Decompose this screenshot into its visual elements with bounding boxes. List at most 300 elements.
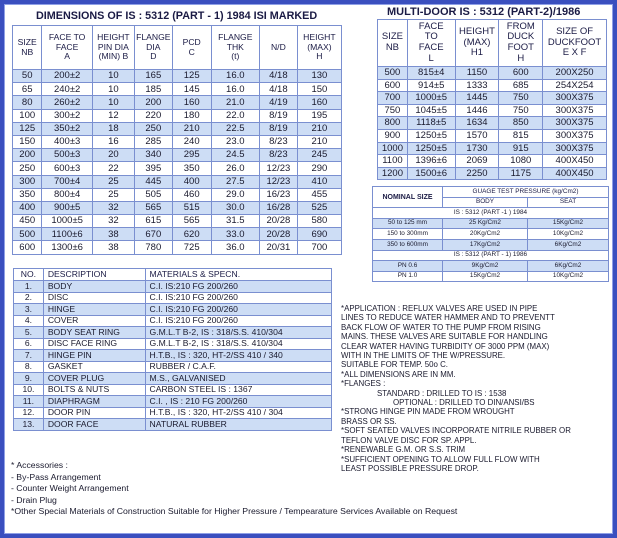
application-line: BACK FLOW OF WATER TO THE PUMP FROM RISING bbox=[341, 322, 541, 332]
table1-cell: 32 bbox=[92, 215, 134, 228]
table2-cell: 1445 bbox=[455, 92, 499, 105]
table1-cell: 580 bbox=[297, 215, 341, 228]
table3-row bbox=[14, 396, 332, 408]
pressure-cell: 6Kg/Cm2 bbox=[528, 239, 609, 250]
table2-cell: 400X450 bbox=[543, 155, 607, 168]
table1-cell: 700 bbox=[297, 241, 341, 254]
table2-header-cell bbox=[455, 20, 499, 67]
table1-row bbox=[13, 135, 342, 148]
table3-row bbox=[14, 327, 332, 339]
table2-row bbox=[378, 67, 607, 80]
table2-row bbox=[378, 104, 607, 117]
table1-cell: 395 bbox=[134, 162, 172, 175]
table2-cell: 1150 bbox=[455, 67, 499, 80]
table3-row bbox=[14, 350, 332, 362]
table1-header-line: (t) bbox=[231, 51, 240, 62]
pressure-cell: 20Kg/Cm2 bbox=[443, 229, 528, 240]
table1-cell: 12/23 bbox=[259, 162, 297, 175]
table2-header-line: L bbox=[428, 52, 434, 64]
table1-cell: 600±3 bbox=[42, 162, 92, 175]
table1-cell: 400 bbox=[13, 201, 42, 214]
table1-row bbox=[13, 122, 342, 135]
table1-cell: 505 bbox=[134, 188, 172, 201]
pressure-cell: 25 Kg/Cm2 bbox=[443, 218, 528, 229]
table1-cell: 23.0 bbox=[211, 135, 259, 148]
table1-cell: 1000±5 bbox=[42, 215, 92, 228]
table3-cell: DISC bbox=[43, 292, 145, 304]
part1-label-row bbox=[373, 208, 609, 219]
table1-cell: 400 bbox=[172, 175, 211, 188]
table1-cell: 20/28 bbox=[259, 228, 297, 241]
table2-cell: 1200 bbox=[378, 167, 408, 180]
table3-cell: BODY bbox=[43, 281, 145, 293]
table1-cell: 4/18 bbox=[259, 83, 297, 96]
table1-cell: 145 bbox=[172, 83, 211, 96]
table1-cell: 10 bbox=[92, 96, 134, 109]
table2-cell: 1000±5 bbox=[407, 92, 455, 105]
table1-header-cell bbox=[297, 26, 341, 70]
table2-header-cell bbox=[378, 20, 408, 67]
table1-cell: 250 bbox=[134, 122, 172, 135]
table1-cell: 565 bbox=[172, 215, 211, 228]
table1-title: DIMENSIONS OF IS : 5312 (PART - 1) 1984 ISI MARKED bbox=[36, 10, 318, 22]
table3-row bbox=[14, 315, 332, 327]
table2-cell: 1250±5 bbox=[407, 129, 455, 142]
table1-cell: 27.5 bbox=[211, 175, 259, 188]
pressure-cell: 10Kg/Cm2 bbox=[528, 271, 609, 282]
application-line: BRASS OR SS. bbox=[341, 416, 397, 426]
table1-cell: 445 bbox=[134, 175, 172, 188]
table3-row bbox=[14, 338, 332, 350]
table1-cell: 460 bbox=[172, 188, 211, 201]
table2-header-line: SIZE bbox=[381, 31, 403, 43]
part2-label: IS : 5312 (PART - 1) 1986 bbox=[373, 250, 609, 261]
table2-header-line: H1 bbox=[470, 47, 484, 59]
table2-cell: 300X375 bbox=[543, 92, 607, 105]
materials-table bbox=[13, 268, 332, 431]
flange-line: OPTIONAL : DRILLED TO DIN/ANSI/BS bbox=[393, 398, 535, 408]
table2-cell: 600 bbox=[499, 67, 543, 80]
pressure-header-row bbox=[373, 187, 609, 198]
table1-cell: 245 bbox=[297, 149, 341, 162]
table1-cell: 50 bbox=[13, 70, 42, 83]
multidoor-table bbox=[377, 19, 607, 180]
table1-header-cell bbox=[13, 26, 42, 70]
table3-cell: 8. bbox=[14, 361, 44, 373]
table1-cell: 450 bbox=[13, 215, 42, 228]
table1-cell: 410 bbox=[297, 175, 341, 188]
dimensions-table bbox=[12, 25, 342, 255]
table1-row bbox=[13, 96, 342, 109]
table3-cell: 2. bbox=[14, 292, 44, 304]
table1-header-line: H bbox=[316, 51, 323, 62]
table3-cell: 12. bbox=[14, 407, 44, 419]
table1-row bbox=[13, 70, 342, 83]
table1-cell: 725 bbox=[172, 241, 211, 254]
table3-row bbox=[14, 373, 332, 385]
pressure-cell: 15Kg/Cm2 bbox=[443, 271, 528, 282]
accessories-notes bbox=[11, 460, 611, 518]
table1-cell: 26.0 bbox=[211, 162, 259, 175]
table1-cell: 100 bbox=[13, 109, 42, 122]
table2-cell: 1446 bbox=[455, 104, 499, 117]
table1-cell: 690 bbox=[297, 228, 341, 241]
table1-header-line: SIZE bbox=[17, 36, 37, 47]
table1-header-line: C bbox=[188, 46, 195, 57]
table1-header-line: N/D bbox=[270, 41, 286, 52]
table1-header-cell bbox=[42, 26, 92, 70]
table2-cell: 750 bbox=[378, 104, 408, 117]
table1-row bbox=[13, 162, 342, 175]
table1-cell: 4/18 bbox=[259, 70, 297, 83]
table1-cell: 290 bbox=[297, 162, 341, 175]
table3-cell: 7. bbox=[14, 350, 44, 362]
table3-cell: COVER PLUG bbox=[43, 373, 145, 385]
table1-cell: 30.0 bbox=[211, 201, 259, 214]
table2-cell: 1250±5 bbox=[407, 142, 455, 155]
application-line: LEAST POSSIBLE PRESSURE DROP. bbox=[341, 463, 479, 473]
table2-cell: 300X375 bbox=[543, 117, 607, 130]
table2-header-row bbox=[378, 20, 607, 67]
table2-cell: 1100 bbox=[378, 155, 408, 168]
nominal-size-header: NOMINAL SIZE bbox=[373, 187, 443, 208]
pressure-table bbox=[372, 186, 609, 282]
table1-cell: 210 bbox=[297, 135, 341, 148]
table3-cell: 10. bbox=[14, 384, 44, 396]
table1-cell: 260±2 bbox=[42, 96, 92, 109]
part1-label: IS : 5312 (PART -1 ) 1984 bbox=[373, 208, 609, 219]
table1-cell: 200 bbox=[13, 149, 42, 162]
table1-cell: 300±2 bbox=[42, 109, 92, 122]
table3-row bbox=[14, 361, 332, 373]
pressure-row bbox=[373, 261, 609, 272]
table1-cell: 38 bbox=[92, 241, 134, 254]
table1-cell: 125 bbox=[172, 70, 211, 83]
application-line: *APPLICATION : REFLUX VALVES ARE USED IN PIPE bbox=[341, 304, 538, 313]
pressure-row bbox=[373, 271, 609, 282]
table2-cell: 500 bbox=[378, 67, 408, 80]
table1-cell: 210 bbox=[297, 122, 341, 135]
table1-cell: 900±5 bbox=[42, 201, 92, 214]
table2-header-cell bbox=[407, 20, 455, 67]
table1-cell: 25 bbox=[92, 188, 134, 201]
table2-cell: 1570 bbox=[455, 129, 499, 142]
table1-header-line: NB bbox=[21, 46, 34, 57]
table2-cell: 1080 bbox=[499, 155, 543, 168]
table1-cell: 16.0 bbox=[211, 83, 259, 96]
table1-cell: 22.5 bbox=[211, 122, 259, 135]
pressure-cell: 10Kg/Cm2 bbox=[528, 229, 609, 240]
table1-cell: 350±2 bbox=[42, 122, 92, 135]
table3-cell: 6. bbox=[14, 338, 44, 350]
table1-cell: 10 bbox=[92, 83, 134, 96]
table1-row bbox=[13, 175, 342, 188]
accessory-line: * Accessories : bbox=[11, 460, 68, 470]
table1-cell: 29.0 bbox=[211, 188, 259, 201]
application-line: WITH IN THE LIMITS OF THE W/PRESSURE. bbox=[341, 351, 506, 361]
application-line: LINES TO REDUCE WATER HAMMER AND TO PREVENTT bbox=[341, 313, 555, 323]
table2-header-line: FACE bbox=[418, 20, 444, 32]
table2-cell: 1500±6 bbox=[407, 167, 455, 180]
table1-cell: 200±2 bbox=[42, 70, 92, 83]
application-line: *SUFFICIENT OPENING TO ALLOW FULL FLOW WITH bbox=[341, 454, 540, 464]
table1-header-line: D bbox=[150, 51, 157, 62]
table1-row bbox=[13, 109, 342, 122]
table2-cell: 1118±5 bbox=[407, 117, 455, 130]
table3-cell: BOLTS & NUTS bbox=[43, 384, 145, 396]
table2-header-cell bbox=[543, 20, 607, 67]
table1-header-line: FLANGE bbox=[218, 32, 253, 43]
table1-cell: 1300±6 bbox=[42, 241, 92, 254]
table3-cell: 1. bbox=[14, 281, 44, 293]
application-line: *RENEWABLE G.M. OR S.S. TRIM bbox=[341, 445, 466, 455]
table3-cell: 11. bbox=[14, 396, 44, 408]
table1-cell: 240 bbox=[172, 135, 211, 148]
table1-header-cell bbox=[211, 26, 259, 70]
table1-row bbox=[13, 83, 342, 96]
table1-header-cell bbox=[259, 26, 297, 70]
table2-header-line: E X F bbox=[562, 47, 587, 59]
table3-cell: HINGE bbox=[43, 304, 145, 316]
table1-header-line: DIA bbox=[146, 41, 161, 52]
table1-cell: 615 bbox=[134, 215, 172, 228]
table2-cell: 1175 bbox=[499, 167, 543, 180]
table3-header-cell: MATERIALS & SPECN. bbox=[145, 269, 331, 281]
table3-cell: C.I. , IS : 210 FG 200/260 bbox=[145, 396, 331, 408]
table3-row bbox=[14, 304, 332, 316]
table2-header-line: DUCKFOOT bbox=[547, 36, 602, 48]
table1-cell: 8/19 bbox=[259, 122, 297, 135]
table1-cell: 350 bbox=[13, 188, 42, 201]
table3-cell: 13. bbox=[14, 419, 44, 431]
table2-row bbox=[378, 129, 607, 142]
table3-header-cell: NO. bbox=[14, 269, 44, 281]
table1-cell: 185 bbox=[134, 83, 172, 96]
table1-cell: 250 bbox=[13, 162, 42, 175]
table3-cell: H.T.B., IS : 320, HT-2/SS 410 / 304 bbox=[145, 407, 331, 419]
table1-cell: 165 bbox=[134, 70, 172, 83]
table3-row bbox=[14, 281, 332, 293]
table2-row bbox=[378, 117, 607, 130]
flange-line: STANDARD : DRILLED TO IS : 1538 bbox=[377, 388, 507, 398]
table1-cell: 20 bbox=[92, 149, 134, 162]
table1-cell: 20/28 bbox=[259, 215, 297, 228]
table3-cell: HINGE PIN bbox=[43, 350, 145, 362]
table1-header-line: (MIN) B bbox=[98, 51, 129, 62]
table1-header-line: HEIGHT bbox=[303, 32, 336, 43]
table2-cell: 300X375 bbox=[543, 104, 607, 117]
table1-cell: 500 bbox=[13, 228, 42, 241]
table1-row bbox=[13, 188, 342, 201]
table2-header-line: HEIGHT bbox=[459, 26, 495, 38]
table3-cell: 9. bbox=[14, 373, 44, 385]
table1-cell: 31.5 bbox=[211, 215, 259, 228]
table1-cell: 125 bbox=[13, 122, 42, 135]
table1-cell: 340 bbox=[134, 149, 172, 162]
table3-cell: NATURAL RUBBER bbox=[145, 419, 331, 431]
pressure-cell: 17Kg/Cm2 bbox=[443, 239, 528, 250]
table3-row bbox=[14, 407, 332, 419]
pressure-row bbox=[373, 239, 609, 250]
table2-cell: 300X375 bbox=[543, 142, 607, 155]
table1-cell: 18 bbox=[92, 122, 134, 135]
application-line: *ALL DIMENSIONS ARE IN MM. bbox=[341, 369, 456, 379]
pressure-cell: PN 0.6 bbox=[373, 261, 443, 272]
table3-cell: C.I. IS:210 FG 200/260 bbox=[145, 304, 331, 316]
table1-cell: 525 bbox=[297, 201, 341, 214]
table1-header-line: FLANGE bbox=[136, 32, 171, 43]
table2-header-line: FROM bbox=[506, 20, 535, 32]
table1-cell: 700±4 bbox=[42, 175, 92, 188]
pressure-row bbox=[373, 229, 609, 240]
table2-cell: 915 bbox=[499, 142, 543, 155]
table3-cell: 4. bbox=[14, 315, 44, 327]
table3-cell: CARBON STEEL IS : 1367 bbox=[145, 384, 331, 396]
table1-cell: 295 bbox=[172, 149, 211, 162]
table1-header-line: THK bbox=[226, 41, 244, 52]
table1-header-line: PIN DIA bbox=[97, 41, 129, 52]
table1-cell: 150 bbox=[297, 83, 341, 96]
table1-header-cell bbox=[134, 26, 172, 70]
table1-header-line: FACE TO bbox=[48, 32, 86, 43]
table2-cell: 1634 bbox=[455, 117, 499, 130]
table3-cell: C.I. IS:210 FG 200/260 bbox=[145, 315, 331, 327]
pressure-cell: 15Kg/Cm2 bbox=[528, 218, 609, 229]
table1-cell: 620 bbox=[172, 228, 211, 241]
table3-cell: M.S., GALVANISED bbox=[145, 373, 331, 385]
table2-header-line: FOOT bbox=[507, 42, 534, 53]
table1-cell: 1100±6 bbox=[42, 228, 92, 241]
pressure-cell: 50 to 125 mm bbox=[373, 218, 443, 229]
table2-header-cell bbox=[499, 20, 543, 67]
table1-header-line: (MAX) bbox=[307, 41, 332, 52]
table1-cell: 210 bbox=[172, 122, 211, 135]
table1-header-line: A bbox=[64, 51, 71, 62]
table2-row bbox=[378, 92, 607, 105]
seat-header: SEAT bbox=[528, 197, 609, 208]
table2-cell: 815±4 bbox=[407, 67, 455, 80]
table1-cell: 80 bbox=[13, 96, 42, 109]
pressure-row bbox=[373, 218, 609, 229]
table2-row bbox=[378, 167, 607, 180]
table1-cell: 8/23 bbox=[259, 135, 297, 148]
table1-cell: 24.5 bbox=[211, 149, 259, 162]
table1-header-line: PCD bbox=[182, 36, 201, 47]
table1-cell: 12 bbox=[92, 109, 134, 122]
application-line: TEFLON VALVE DISC FOR SP. APPL. bbox=[341, 435, 477, 445]
table1-header-cell bbox=[172, 26, 211, 70]
table2-cell: 900 bbox=[378, 129, 408, 142]
table1-cell: 160 bbox=[172, 96, 211, 109]
table1-cell: 160 bbox=[297, 96, 341, 109]
table3-cell: 5. bbox=[14, 327, 44, 339]
table1-header-line: HEIGHT bbox=[97, 32, 130, 43]
accessory-line: - Counter Weight Arrangement bbox=[11, 483, 129, 493]
table2-cell: 700 bbox=[378, 92, 408, 105]
table1-cell: 16 bbox=[92, 135, 134, 148]
application-line: *SOFT SEATED VALVES INCORPORATE NITRILE RUBBER OR bbox=[341, 426, 571, 436]
table1-cell: 780 bbox=[134, 241, 172, 254]
table2-header-line: (MAX) bbox=[463, 36, 491, 48]
application-notes bbox=[341, 304, 607, 473]
table2-cell: 2069 bbox=[455, 155, 499, 168]
table3-cell: DOOR PIN bbox=[43, 407, 145, 419]
table1-cell: 65 bbox=[13, 83, 42, 96]
table1-cell: 670 bbox=[134, 228, 172, 241]
table1-cell: 600 bbox=[13, 241, 42, 254]
table3-cell: G.M.L.T B-2, IS : 318/S.S. 410/304 bbox=[145, 327, 331, 339]
table1-cell: 32 bbox=[92, 201, 134, 214]
table1-cell: 455 bbox=[297, 188, 341, 201]
table1-cell: 500±3 bbox=[42, 149, 92, 162]
table3-cell: GASKET bbox=[43, 361, 145, 373]
table1-cell: 565 bbox=[134, 201, 172, 214]
table1-row bbox=[13, 149, 342, 162]
table1-cell: 130 bbox=[297, 70, 341, 83]
pressure-cell: 350 to 600mm bbox=[373, 239, 443, 250]
application-line: *STRONG HINGE PIN MADE FROM WROUGHT bbox=[341, 407, 515, 417]
table3-row bbox=[14, 384, 332, 396]
table1-cell: 400±3 bbox=[42, 135, 92, 148]
table1-row bbox=[13, 215, 342, 228]
table1-cell: 8/23 bbox=[259, 149, 297, 162]
table2-cell: 1333 bbox=[455, 79, 499, 92]
table1-cell: 4/19 bbox=[259, 96, 297, 109]
table2-cell: 850 bbox=[499, 117, 543, 130]
table1-header-row bbox=[13, 26, 342, 70]
table1-cell: 12/23 bbox=[259, 175, 297, 188]
table1-cell: 10 bbox=[92, 70, 134, 83]
table3-header-cell: DESCRIPTION bbox=[43, 269, 145, 281]
table1-row bbox=[13, 201, 342, 214]
accessory-line: - Drain Plug bbox=[11, 494, 57, 505]
table1-cell: 16/23 bbox=[259, 188, 297, 201]
table3-cell: G.M.L.T B-2, IS : 318/S.S. 410/304 bbox=[145, 338, 331, 350]
table3-row bbox=[14, 292, 332, 304]
accessory-line: - By-Pass Arrangement bbox=[11, 471, 101, 482]
table2-title: MULTI-DOOR IS : 5312 (PART-2)/1986 bbox=[387, 6, 581, 18]
table1-cell: 21.0 bbox=[211, 96, 259, 109]
pressure-title-header: GUAGE TEST PRESSURE (kg/Cm2) bbox=[443, 187, 609, 198]
table2-cell: 600 bbox=[378, 79, 408, 92]
table2-header-line: H bbox=[517, 52, 525, 64]
table2-header-line: DUCK bbox=[507, 31, 535, 43]
table1-cell: 33.0 bbox=[211, 228, 259, 241]
table1-cell: 515 bbox=[172, 201, 211, 214]
table1-row bbox=[13, 228, 342, 241]
table3-cell: 3. bbox=[14, 304, 44, 316]
table3-cell: RUBBER / C.A.F. bbox=[145, 361, 331, 373]
table1-cell: 220 bbox=[134, 109, 172, 122]
table2-header-line: TO bbox=[424, 31, 438, 43]
table2-header-line: NB bbox=[385, 42, 400, 53]
table1-cell: 285 bbox=[134, 135, 172, 148]
application-line: *FLANGES : bbox=[341, 379, 386, 389]
table3-row bbox=[14, 419, 332, 431]
table2-cell: 685 bbox=[499, 79, 543, 92]
table3-cell: DIAPHRAGM bbox=[43, 396, 145, 408]
table2-cell: 300X375 bbox=[543, 129, 607, 142]
table1-cell: 180 bbox=[172, 109, 211, 122]
table3-cell: C.I. IS:210 FG 200/260 bbox=[145, 281, 331, 293]
table2-cell: 2250 bbox=[455, 167, 499, 180]
table2-header-line: FACE bbox=[418, 42, 444, 53]
table1-cell: 16/28 bbox=[259, 201, 297, 214]
accessory-line: *Other Special Materials of Construction Suitable for Higher Pressure / Tempearature Services Available on Request bbox=[11, 506, 458, 516]
pressure-cell: PN 1.0 bbox=[373, 271, 443, 282]
table1-row bbox=[13, 241, 342, 254]
application-line: SUITABLE FOR TEMP. 50o C. bbox=[341, 360, 448, 370]
